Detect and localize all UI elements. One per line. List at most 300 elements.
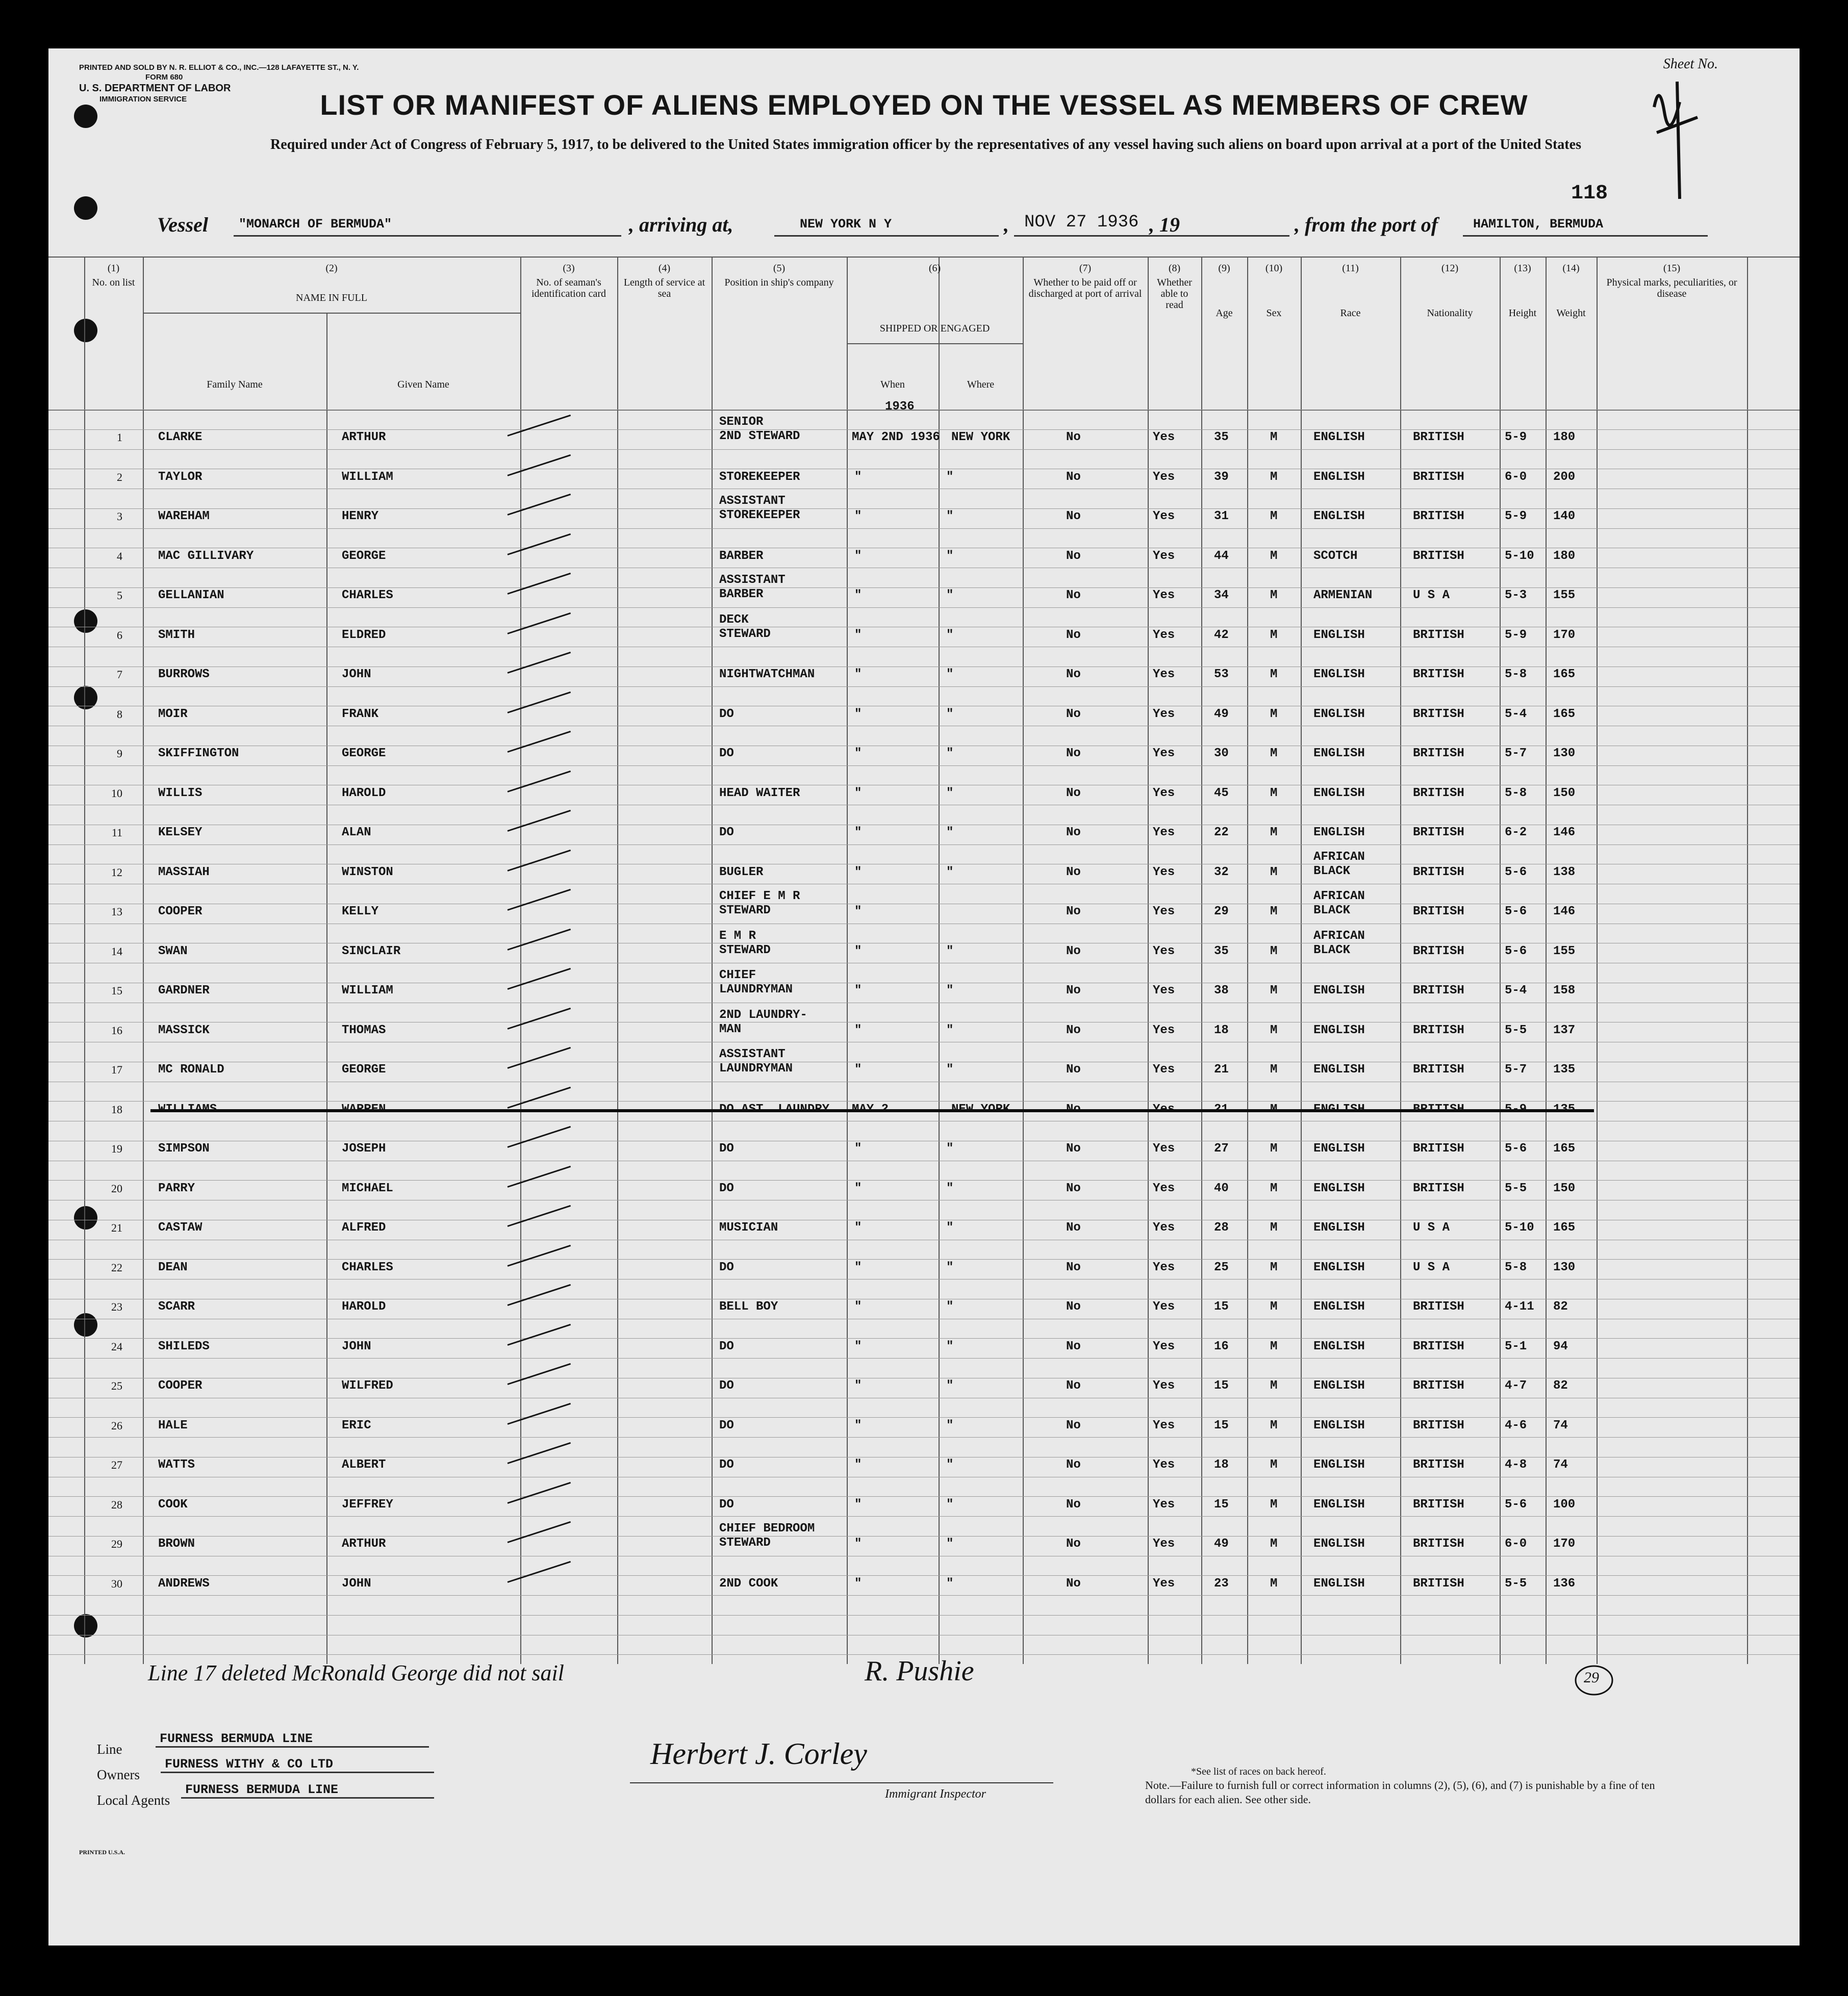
strike-through-line-17 [150,1109,1594,1112]
ruling-line [48,528,1800,529]
position: DO [719,1260,734,1274]
column-rule [1400,257,1401,1664]
able-to-read: Yes [1153,1379,1175,1393]
given-name: HAROLD [342,786,386,800]
line-number: 16 [111,1023,122,1037]
id-card-tick [508,1284,571,1306]
sheet-number-label: Sheet No. [1663,56,1718,72]
column-header: Nationality [1427,308,1473,319]
height: 5-8 [1505,668,1527,681]
paid-off: No [1066,1458,1081,1472]
ruling-line [48,1358,1800,1359]
height: 4-11 [1505,1300,1534,1314]
shipped-where: " [946,1497,954,1512]
family-name: MC RONALD [158,1063,224,1077]
nationality: BRITISH [1413,430,1464,444]
line-number: 26 [111,1419,122,1432]
line-number: 8 [117,707,122,721]
race: ENGLISH [1313,1300,1365,1314]
column-rule [143,257,144,1664]
weight: 165 [1553,1142,1576,1156]
height: 5-5 [1505,1023,1527,1037]
race: BLACK [1313,904,1351,917]
column-rule [712,257,713,1664]
column-header: Sex [1266,308,1282,319]
arrival-date: NOV 27 1936 [1024,213,1139,232]
column-number: (14) [1562,263,1580,274]
race: ENGLISH [1313,628,1365,642]
race: SCOTCH [1313,549,1358,563]
column-number: (13) [1514,263,1531,274]
height: 5-8 [1505,1260,1527,1274]
arriving-label: , arriving at, [629,213,733,236]
sex: M [1270,1142,1278,1156]
age: 27 [1214,1142,1229,1156]
weight: 140 [1553,509,1576,523]
shipped-where: " [946,747,954,760]
able-to-read: Yes [1153,668,1175,681]
nationality: BRITISH [1413,628,1464,642]
shipped-when: " [854,1142,862,1156]
race: ENGLISH [1313,1379,1365,1393]
race: ENGLISH [1313,1418,1365,1432]
given-name: SINCLAIR [342,944,401,958]
race: ENGLISH [1313,984,1365,997]
position: DO [719,1379,734,1393]
shipped-where: " [946,1300,954,1314]
race: ENGLISH [1313,1339,1365,1353]
age: 15 [1214,1418,1229,1432]
shipped-where: " [946,1379,954,1393]
weight: 146 [1553,826,1576,839]
family-name: WATTS [158,1458,195,1472]
column-subheader: When [880,379,905,390]
printer-union-label: PRINTED U.S.A. [79,1849,125,1856]
column-number: (8) [1168,263,1181,274]
shipped-when: " [854,747,862,760]
shipped-where: " [946,707,954,721]
deletion-annotation: Line 17 deleted McRonald George did not sail [148,1660,564,1685]
line-number: 28 [111,1498,122,1511]
position: LAUNDRYMAN [719,1062,793,1076]
race: AFRICAN [1313,850,1365,864]
given-name: HENRY [342,509,379,523]
race: BLACK [1313,943,1351,957]
id-card-tick [508,770,571,792]
ruling-line [48,1516,1800,1517]
line-number: 10 [111,786,122,800]
annotation-signature: R. Pushie [865,1655,974,1687]
able-to-read: Yes [1153,509,1175,523]
family-name: WAREHAM [158,509,210,523]
age: 53 [1214,668,1229,681]
column-header: NAME IN FULL [296,292,367,303]
family-name: COOK [158,1497,188,1512]
column-rule [847,257,848,1664]
shipped-where: " [946,1181,954,1195]
weight: 155 [1553,588,1576,602]
column-rule [1301,257,1302,1664]
page-number: 118 [1571,182,1608,205]
paid-off: No [1066,984,1081,997]
height: 4-6 [1505,1418,1527,1432]
column-header: Whether to be paid off or discharged at port of arrival [1028,277,1142,299]
column-header: Position in ship's company [724,277,834,288]
nationality: BRITISH [1413,984,1464,997]
race: ENGLISH [1313,707,1365,721]
height: 4-8 [1505,1458,1527,1472]
weight: 130 [1553,1260,1576,1274]
crew-table [48,257,1800,1664]
nationality: BRITISH [1413,905,1464,918]
nationality: BRITISH [1413,1537,1464,1551]
year-label: , 19 [1149,213,1180,236]
able-to-read: Yes [1153,588,1175,602]
column-rule [1500,257,1501,1664]
sex: M [1270,707,1278,721]
given-name: WILFRED [342,1379,393,1393]
height: 5-8 [1505,786,1527,800]
height: 5-7 [1505,1063,1527,1077]
position: DO [719,1181,734,1195]
ruling-line [48,1338,1800,1339]
line-number: 17 [111,1063,122,1076]
column-number: (11) [1342,263,1359,274]
weight: 130 [1553,747,1576,760]
age: 31 [1214,509,1229,523]
age: 15 [1214,1497,1229,1512]
shipped-when: " [854,1260,862,1274]
id-card-tick [508,849,571,871]
line-number: 3 [117,510,122,523]
position: DO [719,1497,734,1512]
weight: 138 [1553,865,1576,879]
ruling-line [48,508,1800,509]
column-rule [1023,257,1024,1664]
height: 6-0 [1505,1537,1527,1551]
shipped-when: " [854,1576,862,1591]
column-header: Race [1340,308,1361,319]
family-name: ANDREWS [158,1576,210,1591]
position: BARBER [719,549,764,563]
family-name: TAYLOR [158,470,202,484]
age: 35 [1214,430,1229,444]
paid-off: No [1066,628,1081,642]
ruling-line [48,429,1800,430]
page-subtitle: Required under Act of Congress of February 5, 1917, to be delivered to the United States immigration officer by the representatives of any vessel having such aliens on board upon arrival at a port of the United States [270,137,1581,152]
shipped-where: " [946,944,954,958]
ruling-line [48,1417,1800,1418]
able-to-read: Yes [1153,1339,1175,1353]
id-card-tick [508,454,571,476]
height: 5-3 [1505,588,1527,602]
shipped-where: " [946,1458,954,1472]
separator: , [1004,213,1009,236]
shipped-when: " [854,509,862,523]
column-header: Length of service at sea [623,277,705,299]
paid-off: No [1066,1142,1081,1156]
column-subheader: Where [967,379,995,390]
given-name: FRANK [342,707,379,721]
sex: M [1270,1181,1278,1195]
age: 49 [1214,707,1229,721]
column-rule [520,257,521,1664]
family-name: COOPER [158,905,202,918]
paid-off: No [1066,470,1081,484]
able-to-read: Yes [1153,1260,1175,1274]
position: ASSISTANT [719,1047,786,1061]
sex: M [1270,905,1278,918]
position: ASSISTANT [719,573,786,587]
able-to-read: Yes [1153,1221,1175,1235]
age: 16 [1214,1339,1229,1353]
shipped-when: " [854,668,862,681]
sex: M [1270,1063,1278,1077]
column-rule [1546,257,1547,1664]
able-to-read: Yes [1153,549,1175,563]
id-card-tick [508,889,571,911]
shipped-when: " [854,1379,862,1393]
position: CHIEF [719,968,756,982]
position: 2ND LAUNDRY- [719,1008,807,1022]
shipped-where: " [946,588,954,602]
nationality: BRITISH [1413,1418,1464,1432]
vessel-line [157,213,1713,243]
given-name: CHARLES [342,1260,393,1274]
sex: M [1270,865,1278,879]
shipped-where: " [946,1221,954,1235]
race: ENGLISH [1313,1576,1365,1591]
race: ENGLISH [1313,470,1365,484]
paid-off: No [1066,1023,1081,1037]
column-number: (2) [325,263,338,274]
race: ENGLISH [1313,1260,1365,1274]
given-name: ELDRED [342,628,386,642]
weight: 137 [1553,1023,1576,1037]
shipped-when: " [854,1497,862,1512]
able-to-read: Yes [1153,707,1175,721]
position: STOREKEEPER [719,508,800,522]
position: LAUNDRYMAN [719,983,793,996]
sex: M [1270,668,1278,681]
paid-off: No [1066,747,1081,760]
age: 25 [1214,1260,1229,1274]
id-card-tick [508,1086,571,1108]
shipped-where: " [946,668,954,681]
column-rule [1597,257,1598,1664]
sex: M [1270,1458,1278,1472]
sex: M [1270,1537,1278,1551]
position: ASSISTANT [719,494,786,508]
shipped-when: " [854,1221,862,1235]
page-title: LIST OR MANIFEST OF ALIENS EMPLOYED ON THE VESSEL AS MEMBERS OF CREW [320,89,1528,121]
shipped-where: " [946,1339,954,1353]
family-name: SMITH [158,628,195,642]
age: 34 [1214,588,1229,602]
column-number: (4) [658,263,671,274]
ruling-line [48,587,1800,588]
line-number: 6 [117,628,122,642]
shipped-where: " [946,549,954,563]
position: DO [719,1142,734,1156]
height: 5-9 [1505,509,1527,523]
shipped-when: " [854,628,862,642]
paid-off: No [1066,905,1081,918]
shipped-when: " [854,470,862,484]
height: 5-4 [1505,984,1527,997]
id-card-tick [508,415,571,437]
race: ENGLISH [1313,430,1365,444]
shipped-when: " [854,905,862,918]
height: 5-7 [1505,747,1527,760]
nationality: BRITISH [1413,1576,1464,1591]
age: 45 [1214,786,1229,800]
line-number: 22 [111,1261,122,1274]
ruling-line [48,1536,1800,1537]
paid-off: No [1066,1497,1081,1512]
shipped-where: " [946,470,954,484]
age: 18 [1214,1458,1229,1472]
race: ARMENIAN [1313,588,1373,602]
able-to-read: Yes [1153,786,1175,800]
id-card-tick [508,1560,571,1582]
given-name: JOHN [342,1339,371,1353]
printer-line: PRINTED AND SOLD BY N. R. ELLIOT & CO., INC.—128 LAFAYETTE ST., N. Y. [79,63,359,72]
line-number: 24 [111,1340,122,1353]
family-name: MAC GILLIVARY [158,549,254,563]
family-name: HALE [158,1418,188,1432]
position: MUSICIAN [719,1221,778,1235]
family-name: DEAN [158,1260,188,1274]
height: 5-5 [1505,1181,1527,1195]
age: 40 [1214,1181,1229,1195]
sex: M [1270,1418,1278,1432]
local-agents-value: FURNESS BERMUDA LINE [181,1782,434,1799]
family-name: SWAN [158,944,188,958]
department: U. S. DEPARTMENT OF LABOR [79,83,231,94]
family-name: BURROWS [158,668,210,681]
shipped-when: " [854,549,862,563]
race: AFRICAN [1313,929,1365,943]
age: 29 [1214,905,1229,918]
able-to-read: Yes [1153,826,1175,839]
id-card-tick [508,928,571,950]
paid-off: No [1066,944,1081,958]
height: 4-7 [1505,1379,1527,1393]
column-number: (15) [1663,263,1681,274]
position: 2ND COOK [719,1576,778,1591]
able-to-read: Yes [1153,430,1175,444]
id-card-tick [508,1481,571,1503]
age: 42 [1214,628,1229,642]
age: 23 [1214,1576,1229,1591]
nationality: BRITISH [1413,470,1464,484]
age: 21 [1214,1063,1229,1077]
family-name: CLARKE [158,430,202,444]
shipped-when: " [854,1181,862,1195]
position: SENIOR [719,415,764,429]
ruling-line [48,1575,1800,1576]
given-name: ARTHUR [342,430,386,444]
race: ENGLISH [1313,509,1365,523]
paid-off: No [1066,1339,1081,1353]
column-rule [1247,257,1248,1664]
age: 39 [1214,470,1229,484]
position: STEWARD [719,627,771,641]
given-name: WILLIAM [342,984,393,997]
age: 30 [1214,747,1229,760]
paid-off: No [1066,549,1081,563]
id-card-tick [508,968,571,990]
weight: 180 [1553,430,1576,444]
position: DO [719,707,734,721]
race: ENGLISH [1313,1023,1365,1037]
sex: M [1270,1497,1278,1512]
nationality: U S A [1413,1221,1450,1235]
shipped-when: " [854,1458,862,1472]
shipped-where: " [946,1063,954,1077]
shipped-where: " [946,1537,954,1551]
column-rule [84,257,85,1664]
age: 32 [1214,865,1229,879]
column-number: (1) [107,263,120,274]
id-card-tick [508,1323,571,1345]
shipped-when: " [854,1418,862,1432]
line-number: 23 [111,1300,122,1313]
id-card-tick [508,691,571,713]
line-number: 13 [111,905,122,918]
shipped-when: " [854,1063,862,1077]
sex: M [1270,1379,1278,1393]
line-number: 14 [111,944,122,958]
from-port: HAMILTON, BERMUDA [1473,217,1604,232]
given-name: JOSEPH [342,1142,386,1156]
id-card-tick [508,810,571,832]
height: 5-10 [1505,1221,1534,1235]
id-card-tick [508,731,571,753]
given-name: KELLY [342,905,379,918]
weight: 165 [1553,707,1576,721]
id-card-tick [508,533,571,555]
paid-off: No [1066,1300,1081,1314]
height: 5-6 [1505,865,1527,879]
weight: 180 [1553,549,1576,563]
able-to-read: Yes [1153,1497,1175,1512]
weight: 74 [1553,1418,1568,1432]
family-name: MASSICK [158,1023,210,1037]
weight: 94 [1553,1339,1568,1353]
position: NIGHTWATCHMAN [719,668,815,681]
id-card-tick [508,1007,571,1029]
ruling-line [48,765,1800,766]
column-header: No. on list [92,277,135,288]
line-number: 11 [111,826,122,839]
column-header: Physical marks, peculiarities, or disease [1606,277,1737,299]
column-subheader: Given Name [397,379,449,390]
line-number: 2 [117,470,122,483]
nationality: BRITISH [1413,1300,1464,1314]
header-rule [48,257,1800,258]
height: 6-2 [1505,826,1527,839]
shipped-where: NEW YORK [951,430,1010,444]
able-to-read: Yes [1153,747,1175,760]
shipped-when: " [854,1339,862,1353]
shipped-where: " [946,628,954,642]
family-name: SCARR [158,1300,195,1314]
paid-off: No [1066,430,1081,444]
column-rule [326,313,327,1664]
line-number: 21 [111,1221,122,1234]
